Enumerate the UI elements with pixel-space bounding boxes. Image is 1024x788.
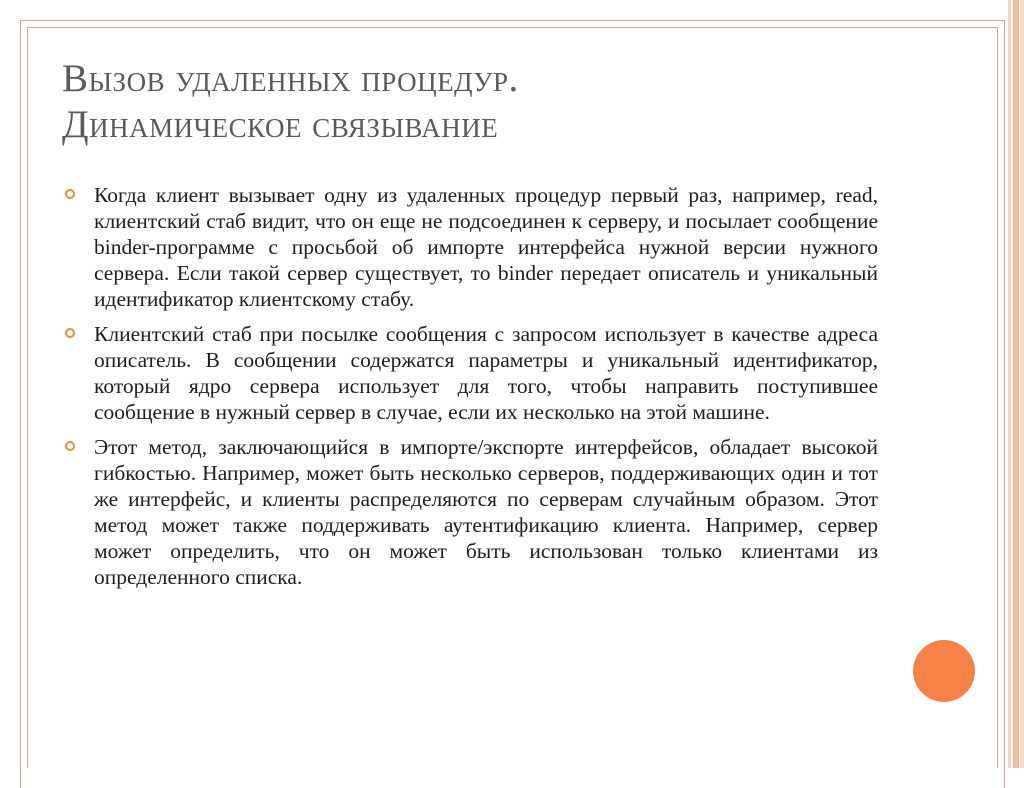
decorative-stripe — [1013, 0, 1019, 768]
decorative-circle — [913, 640, 975, 702]
bullet-circle-icon — [65, 441, 75, 451]
bullet-circle-icon — [65, 189, 75, 199]
decorative-stripe — [1020, 0, 1024, 768]
list-item — [62, 321, 878, 425]
list-item — [62, 182, 878, 312]
list-item — [62, 434, 878, 590]
decorative-stripe — [1008, 0, 1011, 768]
bullet-list — [62, 182, 878, 599]
list-item-text: Этот метод, заключающийся в импорте/экспорте интерфейсов, обладает высокой гибкостью. Например, может быть несколько серверов, поддерживающих один и тот же интерфейс, и клиенты распределяются по серверам случайным образом. Этот метод может также поддерживать аутентификацию клиента. Например, сервер может определить, что он может быть использован только клиентами из определенного списка. — [94, 435, 878, 589]
bullet-circle-icon — [65, 328, 75, 338]
slide-title-line-1: Вызов удаленных процедур. — [62, 57, 519, 100]
list-item-text: Когда клиент вызывает одну из удаленных процедур первый раз, например, read, клиентский стаб видит, что он еще не подсоединен к серверу, и посылает сообщение binder-программе с просьбой об импорте интерфейса нужной версии нужного сервера. Если такой сервер существует, то binder передает описатель и уникальный идентификатор клиентскому стабу. — [94, 183, 878, 311]
list-item-text: Клиентский стаб при посылке сообщения с запросом использует в качестве адреса описатель. В сообщении содержатся параметры и уникальный идентификатор, который ядро сервера использует для того, чтобы направить поступившее сообщение в нужный сервер в случае, если их несколько на этой машине. — [94, 322, 878, 424]
slide-title — [62, 56, 962, 148]
slide-title-line-2: Динамическое связывание — [62, 103, 499, 146]
